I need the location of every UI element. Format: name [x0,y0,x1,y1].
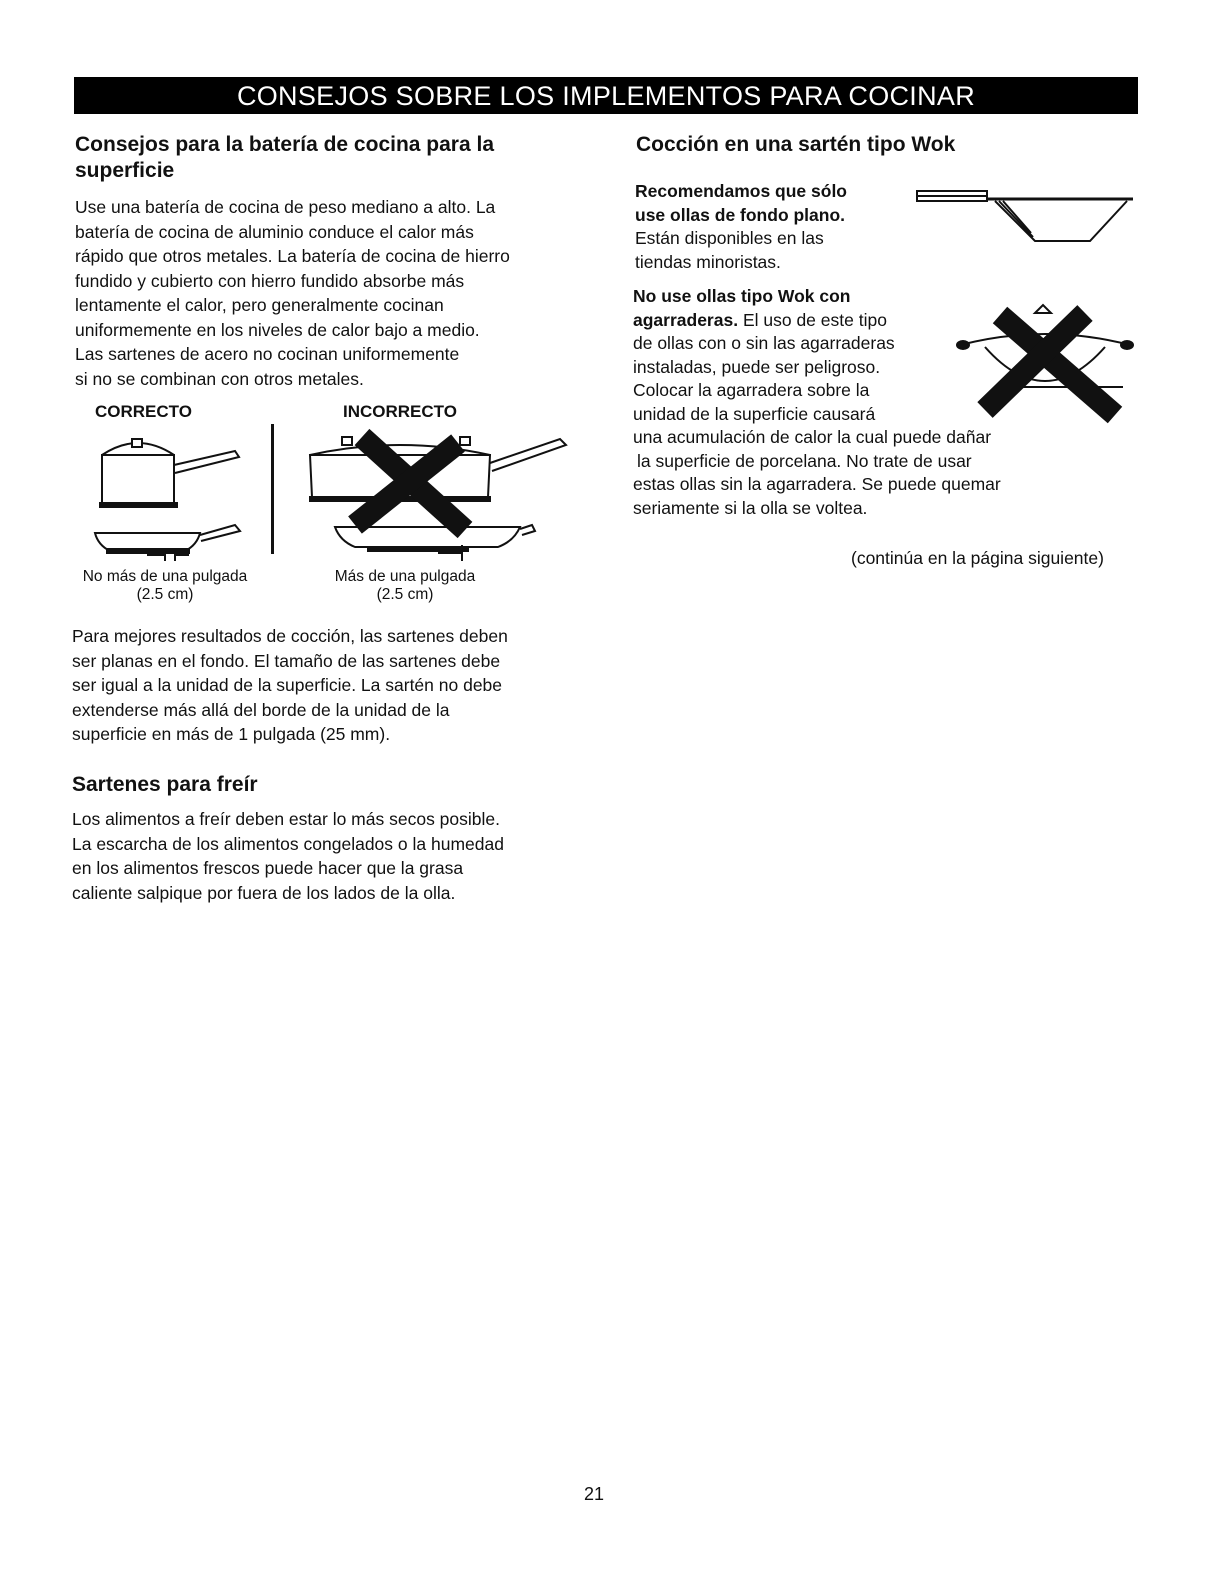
heading-frying-pans: Sartenes para freír [72,773,258,796]
text-line: batería de cocina de aluminio conduce el calor más [75,221,474,242]
caption-incorrect [310,568,500,604]
text-line: Las sartenes de acero no cocinan uniformemente [75,344,460,364]
bold-text: use ollas de fondo plano. [635,204,846,225]
bold-text: agarraderas. [633,309,739,330]
text-line: ser igual a la unidad de la superficie. La sartén no debe [72,675,503,695]
flat-wok-icon [995,201,1127,241]
text-line: Use una batería de cocina de peso mediano a alto. La [75,197,496,217]
incorrect-pans-illustration [300,425,580,570]
heading-wok-cooking: Cocción en una sartén tipo Wok [636,133,956,156]
text-line: uniformemente en los niveles de calor bajo a medio. [75,319,480,340]
section-banner: CONSEJOS SOBRE LOS IMPLEMENTOS PARA COCINAR [74,77,1138,114]
heading-line: Consejos para la batería de cocina para la [75,133,495,156]
text-line [635,180,847,204]
text-line: fundido y cubierto con hierro fundido absorbe más [75,270,465,291]
paragraph-frying [72,807,504,905]
text-line: Colocar la agarradera sobre la [633,380,870,400]
caption-line: (2.5 cm) [376,586,434,603]
caption-line: Más de una pulgada [334,568,476,585]
text-line: Los alimentos a freír deben estar lo más secos posible. [72,809,500,829]
text-line: Están disponibles en las [635,228,824,248]
label-incorrect: INCORRECTO [343,402,457,421]
paragraph-pan-size [72,624,508,747]
paragraph-wok-warning [633,285,1001,520]
text-line: tiendas minoristas. [635,251,781,272]
label-correct: CORRECTO [95,402,192,421]
text-line: la superficie de porcelana. No trate de usar [637,450,972,471]
caption-line: (2.5 cm) [136,586,194,603]
continued-note: (continúa en la página siguiente) [851,548,1104,568]
text-line: lentamente el calor, pero generalmente cocinan [75,295,444,315]
text-line: superficie en más de 1 pulgada (25 mm). [72,724,391,744]
text-line [633,309,1001,333]
paragraph-cookware-weight [75,195,510,391]
text-line: de ollas con o sin las agarraderas [633,333,895,353]
text-line: Para mejores resultados de cocción, las sartenes deben [72,626,508,646]
text-line: rápido que otros metales. La batería de cocina de hierro [75,246,510,266]
bold-text: Recomendamos que sólo [635,181,847,201]
round-wok-illustration [955,305,1135,425]
bold-text: No use ollas tipo Wok con [633,286,851,306]
heading-cookware-tips [75,132,494,184]
x-mark-icon [985,313,1115,415]
text-line: estas ollas sin la agarradera. Se puede quemar [633,474,1001,494]
text-line: ser planas en el fondo. El tamaño de las sartenes debe [72,650,501,671]
flat-wok-illustration [915,183,1140,248]
text-line: si no se combinan con otros metales. [75,368,364,389]
correct-pans-illustration [85,425,255,570]
illustration-divider [271,424,274,554]
text-line: extenderse más allá del borde de la unidad de la [72,699,450,720]
paragraph-wok-recommend [635,180,847,274]
text-line: en los alimentos frescos puede hacer que la grasa [72,858,464,878]
x-mark-icon [355,437,465,530]
caption-line: No más de una pulgada [82,568,248,585]
text-line: seriamente si la olla se voltea. [633,497,868,518]
text-line [633,285,1001,309]
text-span: El uso de este tipo [738,309,887,330]
text-line: instaladas, puede ser peligroso. [633,356,881,377]
text-line: La escarcha de los alimentos congelados o la humedad [72,833,504,854]
text-line: caliente salpique por fuera de los lados de la olla. [72,882,456,903]
text-line: una acumulación de calor la cual puede dañar [633,427,992,447]
text-line: unidad de la superficie causará [633,403,876,424]
text-line [635,204,847,228]
caption-correct [60,568,270,604]
heading-line: superficie [75,159,175,182]
saucepan-icon [102,455,174,505]
page-number: 21 [584,1484,605,1504]
